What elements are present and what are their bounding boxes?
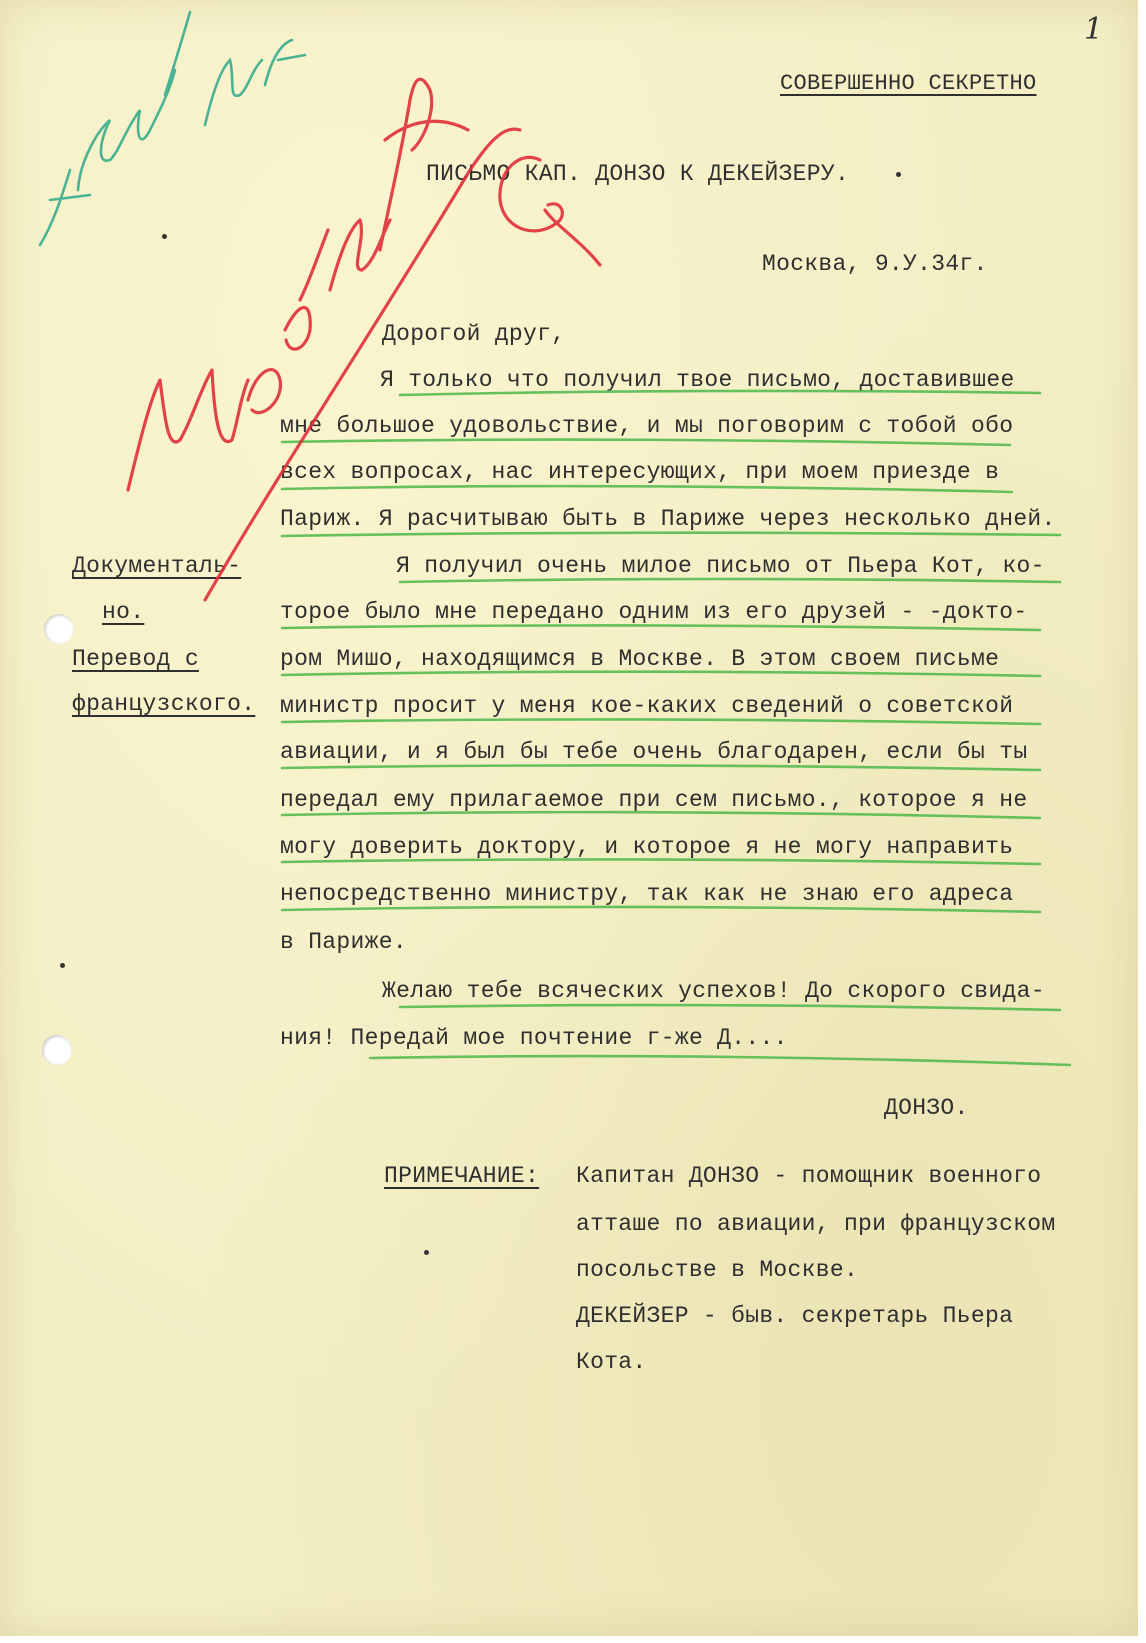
body-line: в Париже. <box>280 929 407 955</box>
body-line: могу доверить доктору, и которое я не могу направить <box>280 834 1014 860</box>
margin-note-line: французского. <box>72 691 256 717</box>
margin-note-line: но. <box>102 599 145 625</box>
body-line: непосредственно министру, так как не знаю его адреса <box>280 881 1014 907</box>
note-line: атташе по авиации, при французском <box>576 1211 1056 1237</box>
body-line: Я получил очень милое письмо от Пьера Кот, ко- <box>396 553 1045 579</box>
note-line: Капитан ДОНЗО - помощник военного <box>576 1163 1042 1189</box>
margin-note-line: Документаль- <box>72 553 242 579</box>
body-line: всех вопросах, нас интересующих, при моем приезде в <box>280 459 1000 485</box>
body-line: авиации, и я был бы тебе очень благодарен, если бы ты <box>280 739 1028 765</box>
note-line: посольстве в Москве. <box>576 1257 859 1283</box>
body-line: Я только что получил твое письмо, доставившее <box>380 367 1015 393</box>
body-line: министр просит у меня кое-каких сведений о советской <box>280 693 1014 719</box>
body-line: ния! Передай мое почтение г-же Д.... <box>280 1025 788 1051</box>
body-line: мне большое удовольствие, и мы поговорим с тобой обо <box>280 413 1014 439</box>
body-line: Желаю тебе всяческих успехов! До скорого свида- <box>382 978 1045 1004</box>
signature: ДОНЗО. <box>884 1095 969 1121</box>
red-pencil-annotation <box>128 79 600 600</box>
body-line: торое было мне передано одним из его друзей - -докто- <box>280 599 1028 625</box>
green-pencil-underlines <box>282 391 1070 1065</box>
teal-handwritten-annotation <box>40 12 305 245</box>
note-line: Кота. <box>576 1349 647 1375</box>
body-line: передал ему прилагаемое при сем письмо., которое я не <box>280 787 1028 813</box>
margin-note-line: Перевод с <box>72 646 199 672</box>
classification-stamp: СОВЕРШЕННО СЕКРЕТНО <box>780 71 1037 96</box>
date-line: Москва, 9.У.34г. <box>762 251 988 277</box>
body-line: Париж. Я расчитываю быть в Париже через несколько дней. <box>280 506 1056 532</box>
note-line: ДЕКЕЙЗЕР - быв. секретарь Пьера <box>576 1303 1014 1329</box>
document-title: ПИСЬМО КАП. ДОНЗО К ДЕКЕЙЗЕРУ. <box>426 161 850 187</box>
page-number: 1 <box>1084 12 1104 47</box>
note-label: ПРИМЕЧАНИЕ: <box>384 1163 540 1189</box>
body-line: ром Мишо, находящимся в Москве. В этом своем письме <box>280 646 1000 672</box>
salutation: Дорогой друг, <box>382 321 566 347</box>
